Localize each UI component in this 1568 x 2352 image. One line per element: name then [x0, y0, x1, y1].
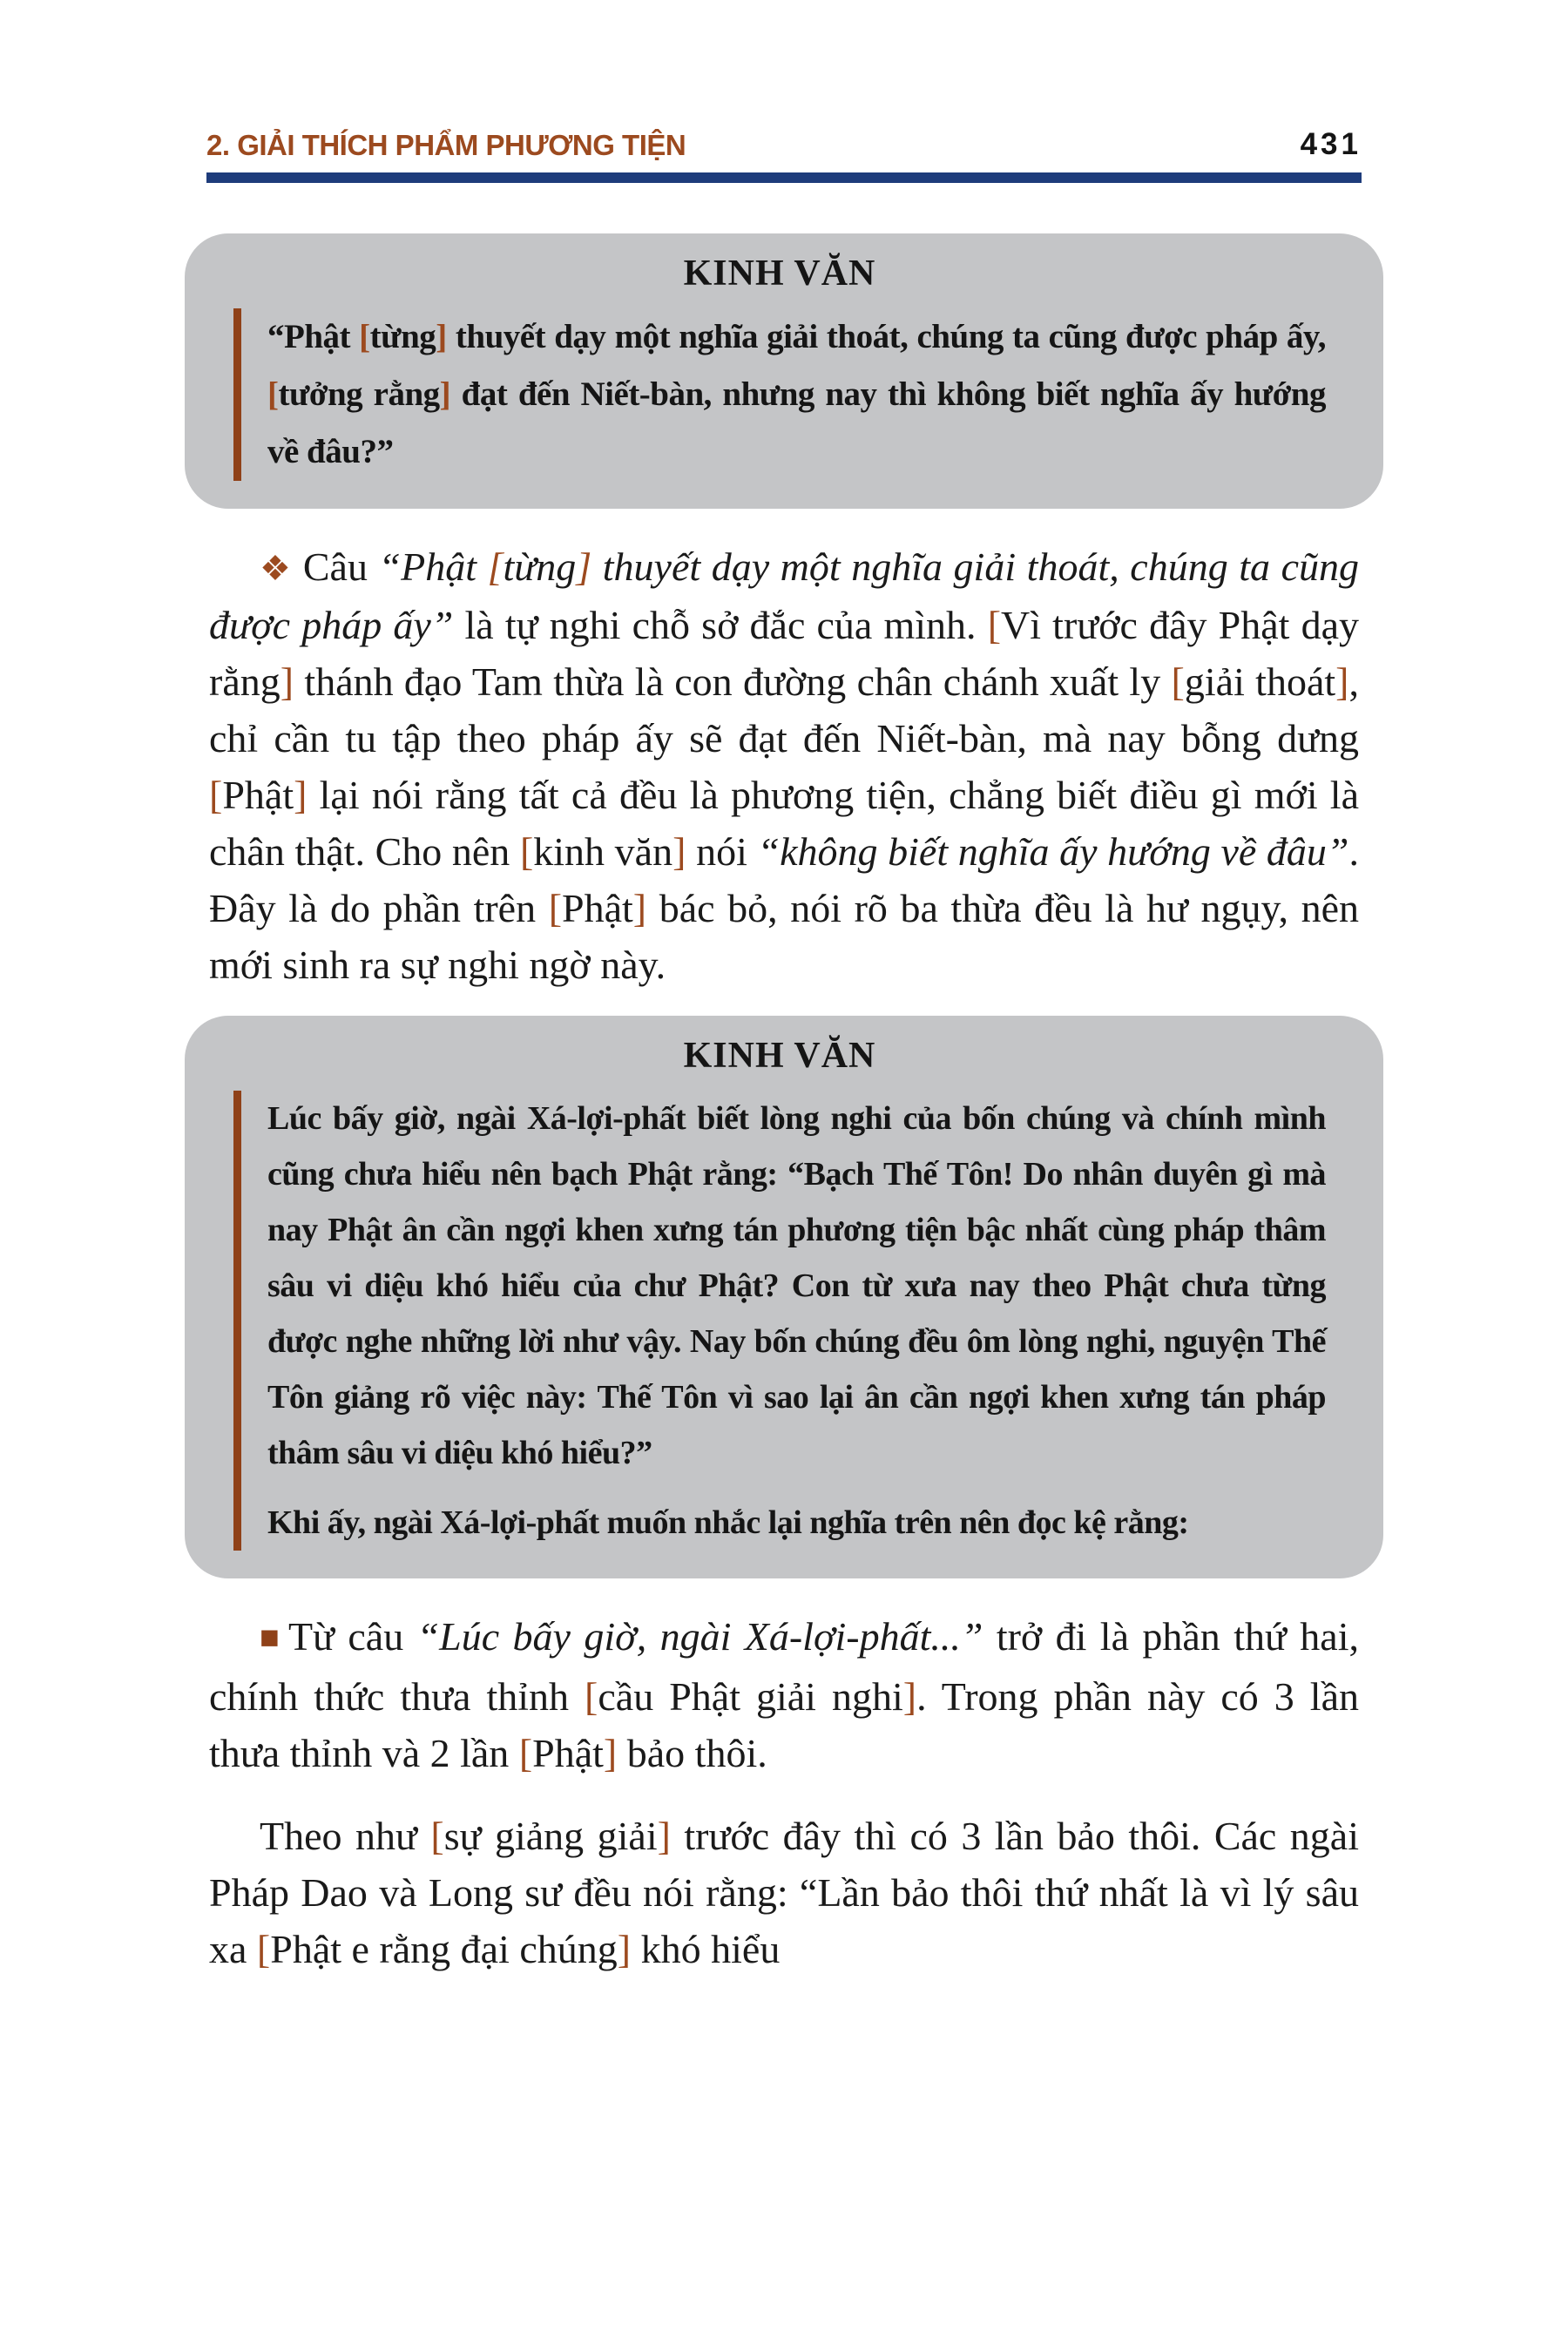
commentary-paragraph-text: Từ câu “Lúc bấy giờ, ngài Xá-lợi-phất...” trở đi là phần thứ hai, chính thức thưa thỉnh [cầu Phật giải nghi]. Trong phần này có 3 lần thưa thỉnh và 2 lần [Phật] bảo thôi.	[209, 1614, 1360, 1775]
commentary-paragraph	[209, 538, 1359, 993]
section-title: 2. GIẢI THÍCH PHẨM PHƯƠNG TIỆN	[206, 129, 686, 161]
kinh-van-box-1	[185, 233, 1383, 509]
header-rule	[206, 172, 1362, 183]
sutra-quote-1	[233, 308, 1326, 481]
commentary-paragraph-text: Câu “Phật [từng] thuyết dạy một nghĩa giải thoát, chúng ta cũng được pháp ấy” là tự nghi chỗ sở đắc của mình. [Vì trước đây Phật dạy rằng] thánh đạo Tam thừa là con đường chân chánh xuất ly [giải thoát], chỉ cần tu tập theo pháp ấy sẽ đạt đến Niết-bàn, mà nay bỗng dưng [Phật] lại nói rằng tất cả đều là phương tiện, chẳng biết điều gì mới là chân thật. Cho nên [kinh văn] nói “không biết nghĩa ấy hướng về đâu”. Đây là do phần trên [Phật] bác bỏ, nói rõ ba thừa đều là hư ngụy, nên mới sinh ra sự nghi ngờ này.	[209, 544, 1360, 987]
kinh-van-title: KINH VĂN	[683, 253, 876, 294]
page-header	[206, 127, 1362, 183]
commentary-paragraph	[209, 1608, 1359, 1781]
quote-accent-bar	[233, 308, 241, 481]
square-bullet-icon: ■	[260, 1619, 280, 1656]
content-column	[185, 233, 1383, 1977]
sutra-quote-text: “Phật [từng] thuyết dạy một nghĩa giải thoát, chúng ta cũng được pháp ấy, [tưởng rằng] đạt đến Niết-bàn, nhưng nay thì không biết nghĩa ấy hướng về đâu?”	[267, 318, 1327, 470]
kinh-van-title: KINH VĂN	[683, 1036, 876, 1076]
kinh-van-box-2	[185, 1016, 1383, 1578]
quote-accent-bar	[233, 1091, 241, 1551]
sutra-quote-2	[233, 1091, 1326, 1551]
page-number: 431	[1300, 127, 1362, 161]
sutra-quote-text: Lúc bấy giờ, ngài Xá-lợi-phất biết lòng nghi của bốn chúng và chính mình cũng chưa hiểu nên bạch Phật rằng: “Bạch Thế Tôn! Do nhân duyên gì mà nay Phật ân cần ngợi khen xưng tán phương tiện bậc nhất cùng pháp thâm sâu vi diệu khó hiểu của chư Phật? Con từ xưa nay theo Phật chưa từng được nghe những lời như vậy. Nay bốn chúng đều ôm lòng nghi, nguyện Thế Tôn giảng rõ việc này: Thế Tôn vì sao lại ân cần ngợi khen xưng tán pháp thâm sâu vi diệu khó hiểu?”	[267, 1100, 1326, 1471]
commentary-paragraph	[209, 1808, 1359, 1977]
commentary-paragraph-text: Theo như [sự giảng giải] trước đây thì có 3 lần bảo thôi. Các ngài Pháp Dao và Long sư đều nói rằng: “Lần bảo thôi thứ nhất là vì lý sâu xa [Phật e rằng đại chúng] khó hiểu	[209, 1814, 1360, 1971]
diamond-bullet-icon: ❖	[260, 549, 291, 588]
sutra-quote-text: Khi ấy, ngài Xá-lợi-phất muốn nhắc lại nghĩa trên nên đọc kệ rằng:	[267, 1504, 1189, 1541]
